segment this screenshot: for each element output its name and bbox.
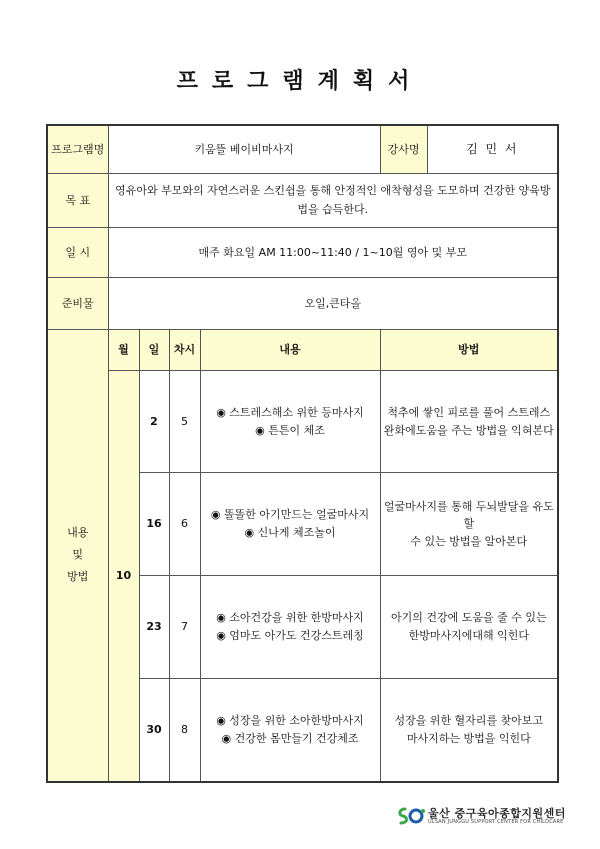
- header-day: 일: [139, 330, 169, 371]
- content-cell: [200, 576, 380, 679]
- center-logo-icon: [396, 805, 426, 827]
- date-text: 매주 화요일 AM 11:00~11:40 / 1~10월 영아 및 부모: [108, 228, 558, 278]
- org-name-en: ULSAN JUNGGU SUPPORT CENTER FOR CHILDCARE: [428, 819, 564, 825]
- header-method: 방법: [380, 330, 558, 371]
- footer: [396, 805, 566, 827]
- schedule-section-label-1: 내용: [67, 526, 89, 540]
- table-row: [47, 371, 558, 473]
- month-cell: 10: [108, 371, 139, 782]
- goal-label: 목 표: [47, 174, 108, 228]
- instructor-name: 김 민 서: [466, 141, 519, 156]
- method-cell: [380, 679, 558, 782]
- session-cell: 5: [169, 371, 200, 473]
- schedule-section-label: [47, 330, 108, 782]
- schedule-section-label-2: 및: [72, 548, 84, 562]
- content-line: ◉ 건강한 몸만들기 건강체조: [221, 731, 359, 745]
- content-cell: [200, 679, 380, 782]
- program-plan-table: [46, 124, 559, 783]
- program-name-cell: [108, 125, 380, 174]
- date-row: [47, 228, 558, 278]
- day-cell: 30: [139, 679, 169, 782]
- program-name-row: [47, 125, 558, 174]
- goal-text: 영유아와 부모와의 자연스러운 스킨쉽을 통해 안정적인 애착형성을 도모하며 건강한 양육방법을 습득한다.: [108, 174, 558, 228]
- method-line: 완화에도움을 주는 방법을 익혀본다: [383, 423, 554, 437]
- day-cell: 23: [139, 576, 169, 679]
- schedule-section-label-3: 방법: [67, 570, 89, 584]
- supplies-label: 준비물: [47, 278, 108, 330]
- day-cell: 2: [139, 371, 169, 473]
- method-line: 한방마사지에대해 익힌다: [408, 629, 529, 642]
- content-cell: [200, 371, 380, 473]
- day-cell: 16: [139, 473, 169, 576]
- schedule-header-row: [47, 330, 558, 371]
- program-name-label: 프로그램명: [47, 125, 108, 174]
- program-name-value: 키움뜰 베이비마사지: [194, 142, 294, 156]
- date-label: 일 시: [47, 228, 108, 278]
- content-line: ◉ 똘똘한 아기만드는 얼굴마사지: [210, 508, 370, 522]
- content-line: ◉ 스트레스해소 위한 등마사지: [216, 405, 364, 419]
- supplies-row: [47, 278, 558, 330]
- method-line: 마사지하는 방법을 익힌다: [406, 731, 531, 745]
- session-cell: 8: [169, 679, 200, 782]
- goal-row: [47, 174, 558, 228]
- content-line: ◉ 신나게 체조놀이: [244, 526, 336, 539]
- instructor-label: 강사명: [381, 126, 428, 173]
- method-cell: [380, 576, 558, 679]
- method-cell: [380, 371, 558, 473]
- session-cell: 7: [169, 576, 200, 679]
- content-cell: [200, 473, 380, 576]
- method-line: 얼굴마사지를 통해 두뇌발달을 유도할: [383, 499, 554, 531]
- content-line: ◉ 소아건강을 위한 한방마사지: [216, 611, 364, 625]
- header-month: 월: [108, 330, 139, 371]
- page-title: 프로그램계획서: [176, 69, 424, 94]
- content-line: ◉ 성장을 위한 소아한방마사지: [216, 714, 364, 728]
- method-line: 아기의 건강에 도움을 줄 수 있는: [390, 611, 547, 625]
- method-cell: [380, 473, 558, 576]
- session-cell: 6: [169, 473, 200, 576]
- header-session: 차시: [169, 330, 200, 371]
- method-line: 성장을 위한 혈자리를 찾아보고: [394, 714, 544, 728]
- supplies-text: 오일,큰타올: [108, 278, 558, 330]
- instructor-cell: [380, 125, 558, 174]
- method-line: 수 있는 방법을 알아본다: [410, 534, 528, 548]
- org-name: 울산 중구육아종합지원센터: [428, 807, 566, 820]
- header-content: 내용: [200, 330, 380, 371]
- method-line: 척추에 쌓인 피로를 풀어 스트레스: [387, 405, 551, 419]
- content-line: ◉ 엄마도 아가도 건강스트레칭: [216, 629, 364, 642]
- content-line: ◉ 튼튼이 체조: [255, 423, 325, 437]
